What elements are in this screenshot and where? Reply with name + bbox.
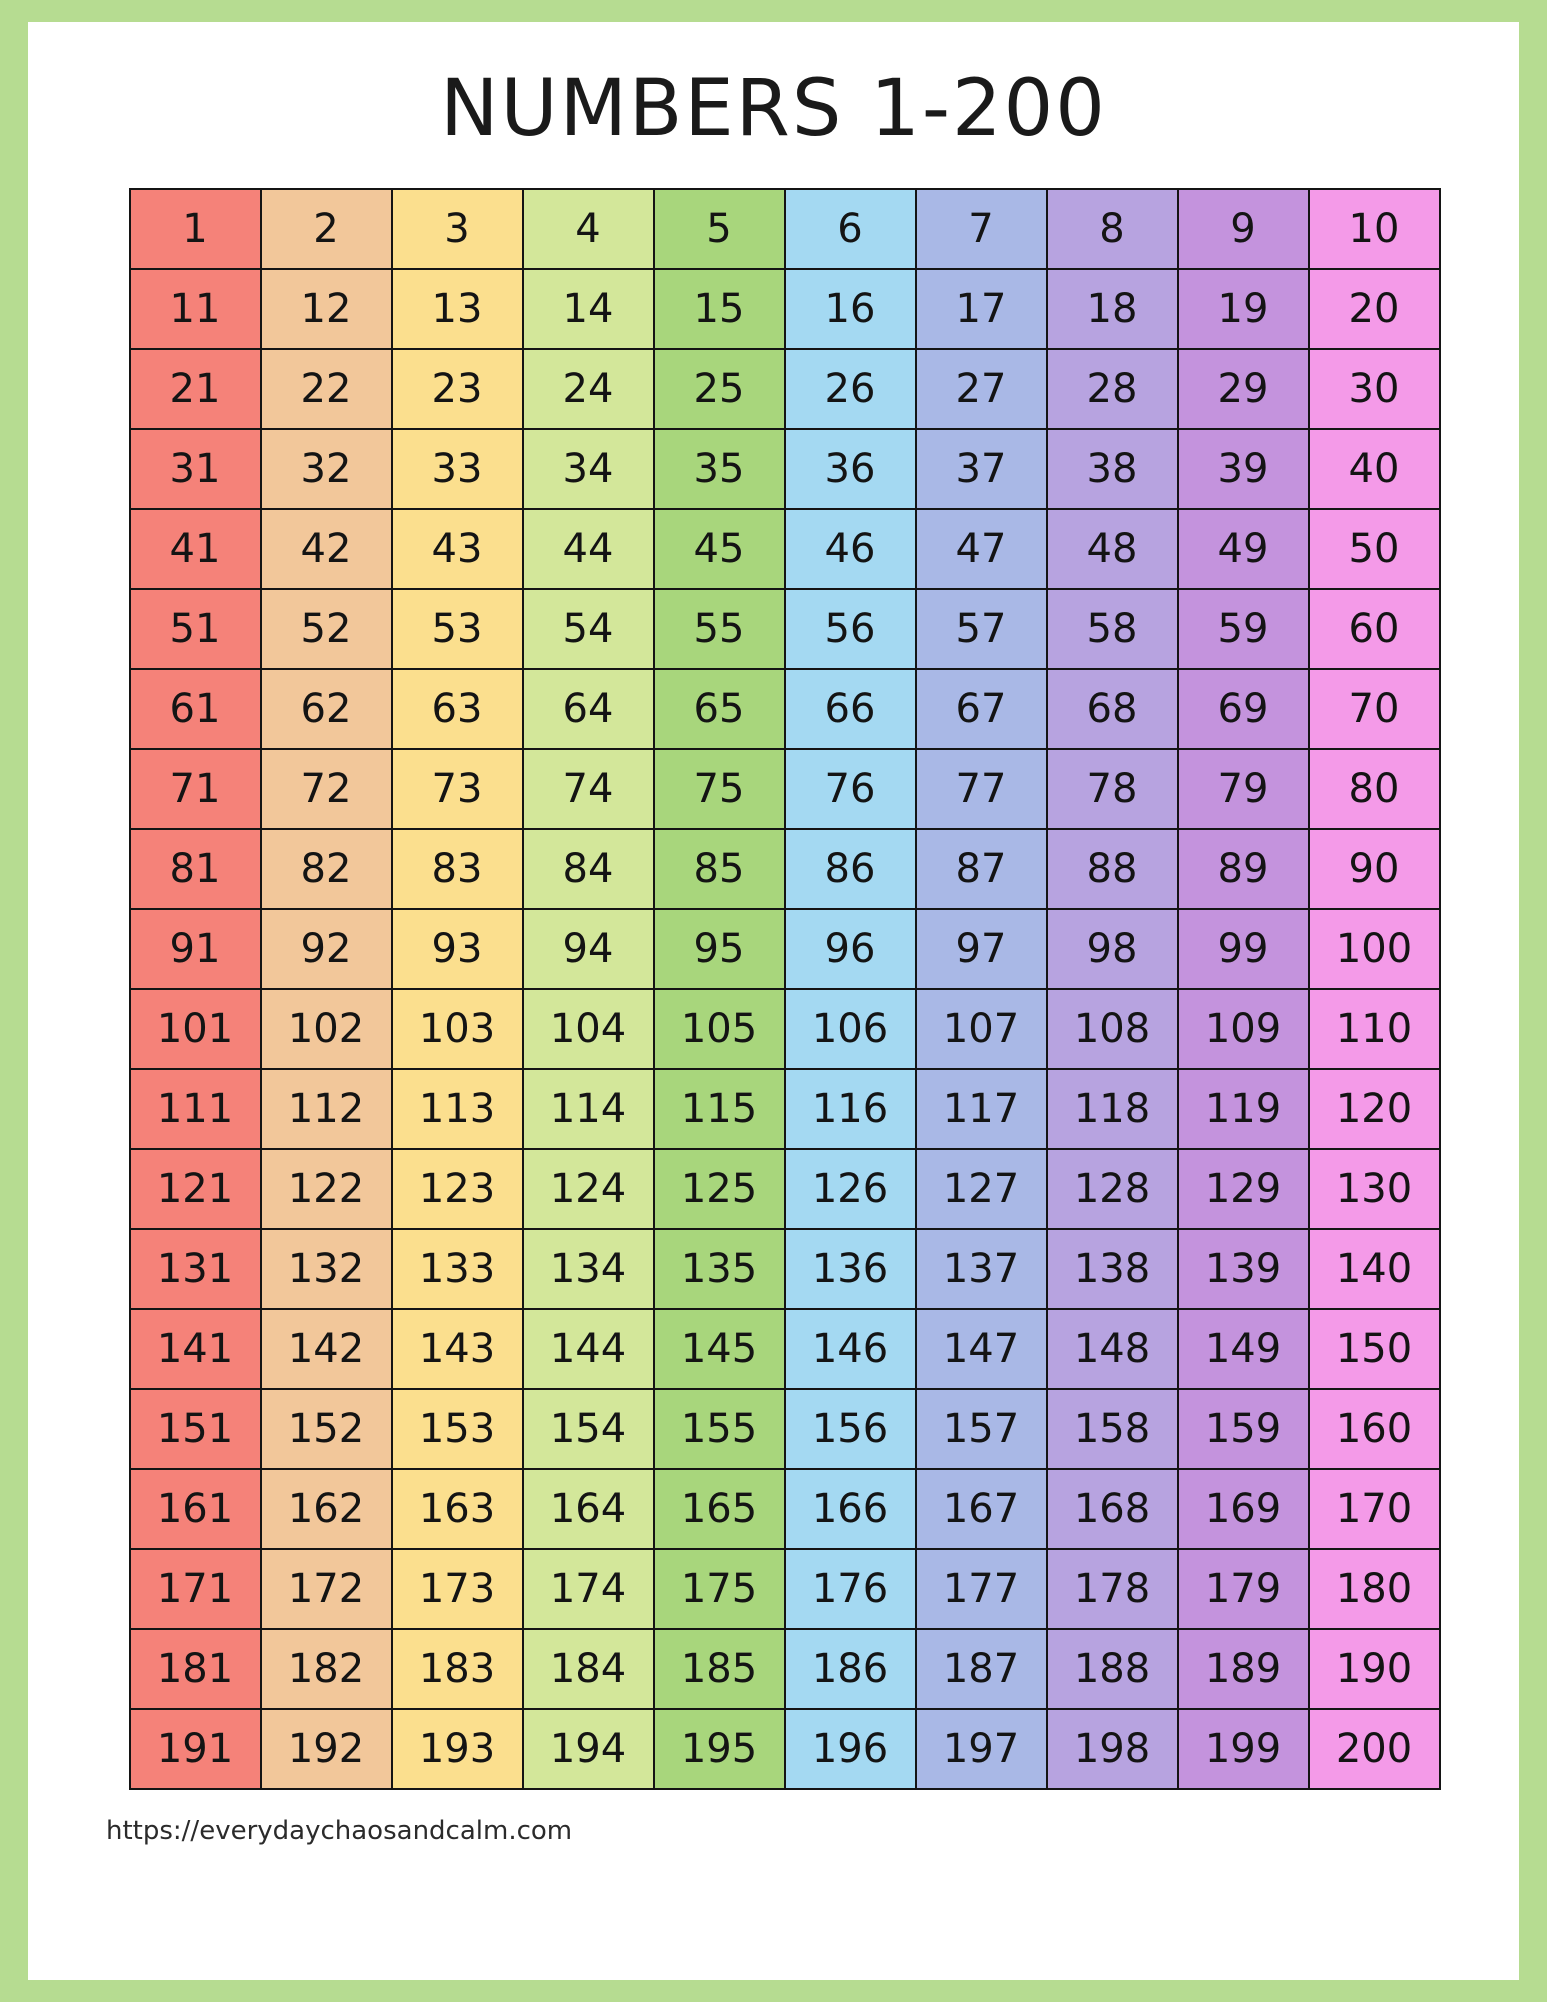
number-grid-row <box>130 1549 1440 1629</box>
number-cell: 163 <box>392 1469 523 1549</box>
number-cell: 30 <box>1309 349 1440 429</box>
number-cell: 112 <box>261 1069 392 1149</box>
number-cell: 170 <box>1309 1469 1440 1549</box>
number-cell: 195 <box>654 1709 785 1789</box>
number-cell: 22 <box>261 349 392 429</box>
number-cell: 124 <box>523 1149 654 1229</box>
number-cell: 88 <box>1047 829 1178 909</box>
number-cell: 66 <box>785 669 916 749</box>
number-cell: 35 <box>654 429 785 509</box>
number-cell: 99 <box>1178 909 1309 989</box>
number-cell: 184 <box>523 1629 654 1709</box>
number-cell: 85 <box>654 829 785 909</box>
number-cell: 47 <box>916 509 1047 589</box>
number-cell: 139 <box>1178 1229 1309 1309</box>
number-cell: 12 <box>261 269 392 349</box>
number-cell: 154 <box>523 1389 654 1469</box>
number-cell: 3 <box>392 189 523 269</box>
number-cell: 127 <box>916 1149 1047 1229</box>
number-cell: 157 <box>916 1389 1047 1469</box>
number-grid-row <box>130 909 1440 989</box>
number-grid-row <box>130 349 1440 429</box>
number-cell: 169 <box>1178 1469 1309 1549</box>
number-cell: 126 <box>785 1149 916 1229</box>
number-cell: 8 <box>1047 189 1178 269</box>
number-cell: 59 <box>1178 589 1309 669</box>
number-cell: 42 <box>261 509 392 589</box>
number-cell: 49 <box>1178 509 1309 589</box>
number-cell: 52 <box>261 589 392 669</box>
number-cell: 54 <box>523 589 654 669</box>
number-cell: 96 <box>785 909 916 989</box>
number-cell: 78 <box>1047 749 1178 829</box>
number-cell: 26 <box>785 349 916 429</box>
number-cell: 181 <box>130 1629 261 1709</box>
number-cell: 81 <box>130 829 261 909</box>
number-cell: 109 <box>1178 989 1309 1069</box>
number-cell: 176 <box>785 1549 916 1629</box>
number-cell: 67 <box>916 669 1047 749</box>
number-cell: 133 <box>392 1229 523 1309</box>
number-cell: 83 <box>392 829 523 909</box>
number-cell: 25 <box>654 349 785 429</box>
number-cell: 48 <box>1047 509 1178 589</box>
number-cell: 173 <box>392 1549 523 1629</box>
number-cell: 117 <box>916 1069 1047 1149</box>
number-cell: 155 <box>654 1389 785 1469</box>
number-cell: 137 <box>916 1229 1047 1309</box>
number-cell: 105 <box>654 989 785 1069</box>
number-cell: 29 <box>1178 349 1309 429</box>
number-cell: 151 <box>130 1389 261 1469</box>
number-cell: 82 <box>261 829 392 909</box>
number-cell: 43 <box>392 509 523 589</box>
number-cell: 13 <box>392 269 523 349</box>
number-cell: 70 <box>1309 669 1440 749</box>
number-cell: 94 <box>523 909 654 989</box>
number-cell: 62 <box>261 669 392 749</box>
number-grid-row <box>130 1229 1440 1309</box>
number-cell: 9 <box>1178 189 1309 269</box>
number-cell: 5 <box>654 189 785 269</box>
number-cell: 23 <box>392 349 523 429</box>
number-cell: 58 <box>1047 589 1178 669</box>
number-cell: 142 <box>261 1309 392 1389</box>
number-cell: 14 <box>523 269 654 349</box>
number-cell: 189 <box>1178 1629 1309 1709</box>
number-cell: 119 <box>1178 1069 1309 1149</box>
number-grid <box>129 188 1441 1790</box>
number-cell: 76 <box>785 749 916 829</box>
number-cell: 196 <box>785 1709 916 1789</box>
number-cell: 110 <box>1309 989 1440 1069</box>
number-cell: 144 <box>523 1309 654 1389</box>
number-cell: 108 <box>1047 989 1178 1069</box>
number-cell: 177 <box>916 1549 1047 1629</box>
number-cell: 128 <box>1047 1149 1178 1229</box>
number-cell: 24 <box>523 349 654 429</box>
number-cell: 11 <box>130 269 261 349</box>
number-cell: 18 <box>1047 269 1178 349</box>
number-cell: 150 <box>1309 1309 1440 1389</box>
number-cell: 86 <box>785 829 916 909</box>
number-cell: 160 <box>1309 1389 1440 1469</box>
number-cell: 149 <box>1178 1309 1309 1389</box>
number-cell: 95 <box>654 909 785 989</box>
number-cell: 106 <box>785 989 916 1069</box>
number-cell: 186 <box>785 1629 916 1709</box>
number-cell: 179 <box>1178 1549 1309 1629</box>
number-grid-row <box>130 749 1440 829</box>
number-cell: 131 <box>130 1229 261 1309</box>
number-cell: 15 <box>654 269 785 349</box>
number-cell: 63 <box>392 669 523 749</box>
number-cell: 111 <box>130 1069 261 1149</box>
number-cell: 4 <box>523 189 654 269</box>
number-cell: 10 <box>1309 189 1440 269</box>
number-cell: 122 <box>261 1149 392 1229</box>
number-cell: 92 <box>261 909 392 989</box>
number-cell: 114 <box>523 1069 654 1149</box>
number-cell: 36 <box>785 429 916 509</box>
number-cell: 158 <box>1047 1389 1178 1469</box>
number-cell: 20 <box>1309 269 1440 349</box>
number-grid-row <box>130 1709 1440 1789</box>
number-cell: 165 <box>654 1469 785 1549</box>
number-cell: 19 <box>1178 269 1309 349</box>
number-cell: 91 <box>130 909 261 989</box>
number-cell: 136 <box>785 1229 916 1309</box>
number-cell: 134 <box>523 1229 654 1309</box>
number-grid-row <box>130 429 1440 509</box>
number-grid-row <box>130 1629 1440 1709</box>
number-cell: 7 <box>916 189 1047 269</box>
number-cell: 135 <box>654 1229 785 1309</box>
number-cell: 172 <box>261 1549 392 1629</box>
number-grid-row <box>130 989 1440 1069</box>
number-cell: 146 <box>785 1309 916 1389</box>
number-cell: 40 <box>1309 429 1440 509</box>
number-grid-row <box>130 509 1440 589</box>
number-cell: 143 <box>392 1309 523 1389</box>
number-cell: 103 <box>392 989 523 1069</box>
number-cell: 68 <box>1047 669 1178 749</box>
number-cell: 199 <box>1178 1709 1309 1789</box>
number-cell: 113 <box>392 1069 523 1149</box>
number-cell: 75 <box>654 749 785 829</box>
number-cell: 168 <box>1047 1469 1178 1549</box>
number-cell: 65 <box>654 669 785 749</box>
number-cell: 197 <box>916 1709 1047 1789</box>
number-cell: 53 <box>392 589 523 669</box>
number-cell: 167 <box>916 1469 1047 1549</box>
number-cell: 187 <box>916 1629 1047 1709</box>
number-cell: 55 <box>654 589 785 669</box>
number-cell: 193 <box>392 1709 523 1789</box>
number-cell: 34 <box>523 429 654 509</box>
number-cell: 46 <box>785 509 916 589</box>
number-cell: 16 <box>785 269 916 349</box>
number-cell: 178 <box>1047 1549 1178 1629</box>
number-cell: 118 <box>1047 1069 1178 1149</box>
number-cell: 89 <box>1178 829 1309 909</box>
number-cell: 101 <box>130 989 261 1069</box>
number-cell: 147 <box>916 1309 1047 1389</box>
number-cell: 116 <box>785 1069 916 1149</box>
number-cell: 6 <box>785 189 916 269</box>
number-cell: 123 <box>392 1149 523 1229</box>
number-cell: 191 <box>130 1709 261 1789</box>
number-cell: 100 <box>1309 909 1440 989</box>
number-cell: 190 <box>1309 1629 1440 1709</box>
number-grid-row <box>130 1389 1440 1469</box>
number-cell: 115 <box>654 1069 785 1149</box>
number-grid-row <box>130 589 1440 669</box>
number-cell: 79 <box>1178 749 1309 829</box>
number-cell: 141 <box>130 1309 261 1389</box>
number-cell: 174 <box>523 1549 654 1629</box>
number-cell: 57 <box>916 589 1047 669</box>
number-cell: 45 <box>654 509 785 589</box>
number-cell: 182 <box>261 1629 392 1709</box>
number-cell: 125 <box>654 1149 785 1229</box>
number-cell: 27 <box>916 349 1047 429</box>
number-cell: 164 <box>523 1469 654 1549</box>
number-cell: 138 <box>1047 1229 1178 1309</box>
number-cell: 64 <box>523 669 654 749</box>
number-cell: 51 <box>130 589 261 669</box>
number-cell: 72 <box>261 749 392 829</box>
number-cell: 148 <box>1047 1309 1178 1389</box>
number-cell: 152 <box>261 1389 392 1469</box>
number-cell: 28 <box>1047 349 1178 429</box>
number-cell: 38 <box>1047 429 1178 509</box>
number-cell: 74 <box>523 749 654 829</box>
number-grid-row <box>130 1149 1440 1229</box>
number-cell: 120 <box>1309 1069 1440 1149</box>
number-cell: 69 <box>1178 669 1309 749</box>
number-grid-body <box>130 189 1440 1789</box>
number-cell: 87 <box>916 829 1047 909</box>
number-cell: 84 <box>523 829 654 909</box>
number-grid-row <box>130 269 1440 349</box>
number-cell: 73 <box>392 749 523 829</box>
number-cell: 200 <box>1309 1709 1440 1789</box>
number-cell: 33 <box>392 429 523 509</box>
number-grid-container <box>129 188 1419 1790</box>
number-cell: 188 <box>1047 1629 1178 1709</box>
number-cell: 41 <box>130 509 261 589</box>
number-grid-row <box>130 189 1440 269</box>
number-cell: 21 <box>130 349 261 429</box>
number-cell: 161 <box>130 1469 261 1549</box>
number-cell: 71 <box>130 749 261 829</box>
number-cell: 37 <box>916 429 1047 509</box>
number-cell: 31 <box>130 429 261 509</box>
number-cell: 1 <box>130 189 261 269</box>
number-grid-row <box>130 669 1440 749</box>
number-cell: 171 <box>130 1549 261 1629</box>
number-grid-row <box>130 1069 1440 1149</box>
number-cell: 185 <box>654 1629 785 1709</box>
number-cell: 104 <box>523 989 654 1069</box>
number-cell: 194 <box>523 1709 654 1789</box>
number-cell: 145 <box>654 1309 785 1389</box>
number-cell: 129 <box>1178 1149 1309 1229</box>
number-cell: 60 <box>1309 589 1440 669</box>
number-cell: 56 <box>785 589 916 669</box>
number-cell: 166 <box>785 1469 916 1549</box>
number-cell: 2 <box>261 189 392 269</box>
number-cell: 121 <box>130 1149 261 1229</box>
number-cell: 39 <box>1178 429 1309 509</box>
number-cell: 102 <box>261 989 392 1069</box>
number-cell: 159 <box>1178 1389 1309 1469</box>
number-cell: 17 <box>916 269 1047 349</box>
printable-page <box>28 22 1519 1980</box>
number-cell: 90 <box>1309 829 1440 909</box>
number-cell: 192 <box>261 1709 392 1789</box>
number-cell: 50 <box>1309 509 1440 589</box>
number-grid-row <box>130 829 1440 909</box>
number-cell: 77 <box>916 749 1047 829</box>
number-cell: 80 <box>1309 749 1440 829</box>
number-cell: 183 <box>392 1629 523 1709</box>
number-grid-row <box>130 1309 1440 1389</box>
number-cell: 180 <box>1309 1549 1440 1629</box>
number-grid-row <box>130 1469 1440 1549</box>
number-cell: 162 <box>261 1469 392 1549</box>
number-cell: 61 <box>130 669 261 749</box>
number-cell: 175 <box>654 1549 785 1629</box>
number-cell: 198 <box>1047 1709 1178 1789</box>
number-cell: 98 <box>1047 909 1178 989</box>
number-cell: 140 <box>1309 1229 1440 1309</box>
number-cell: 130 <box>1309 1149 1440 1229</box>
number-cell: 153 <box>392 1389 523 1469</box>
number-cell: 107 <box>916 989 1047 1069</box>
number-cell: 32 <box>261 429 392 509</box>
number-cell: 97 <box>916 909 1047 989</box>
number-cell: 44 <box>523 509 654 589</box>
number-cell: 93 <box>392 909 523 989</box>
page-title: NUMBERS 1-200 <box>440 64 1107 154</box>
number-cell: 156 <box>785 1389 916 1469</box>
number-cell: 132 <box>261 1229 392 1309</box>
footer-website-url: https://everydaychaosandcalm.com <box>106 1816 573 1846</box>
